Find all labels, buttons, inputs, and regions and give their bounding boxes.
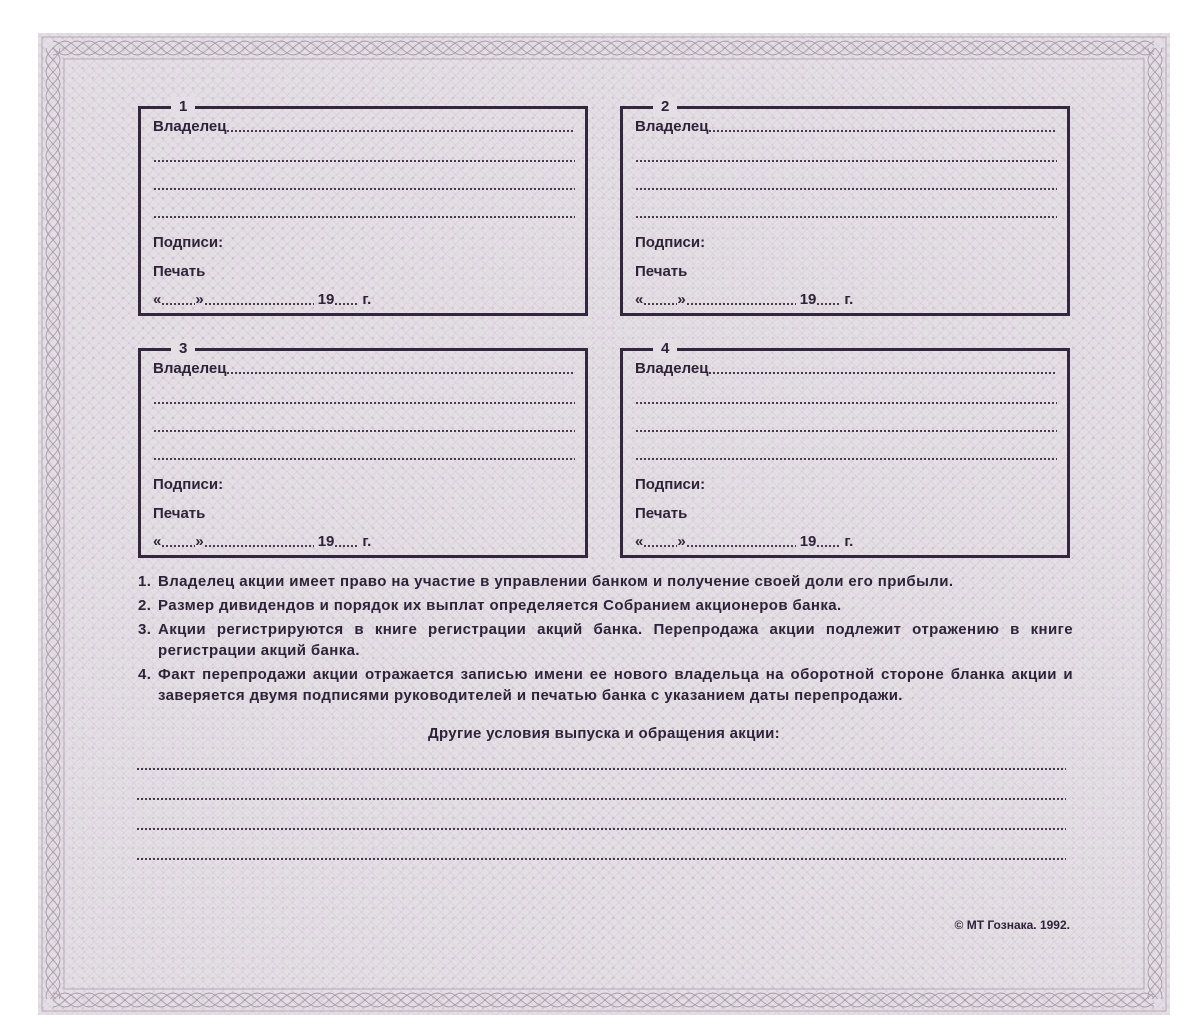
year-prefix: 19 (799, 291, 817, 308)
owner-label: Владелец (635, 360, 709, 377)
month-dots (686, 544, 796, 548)
term-item (138, 664, 1073, 706)
other-conditions-line (136, 857, 1066, 861)
signatures-label: Подписи: (635, 476, 706, 493)
seal-label: Печать (635, 505, 688, 522)
year-prefix: 19 (799, 533, 817, 550)
owner-dotted-line (153, 187, 575, 191)
copyright-notice: © МТ Гознака. 1992. (954, 918, 1070, 932)
day-dots (161, 544, 195, 548)
owner-dotted-line (226, 371, 575, 375)
day-dots (643, 544, 677, 548)
seal-label: Печать (153, 263, 206, 280)
guilloche-wave (53, 993, 1154, 1007)
owner-dotted-line (635, 429, 1057, 433)
signatures-label: Подписи: (153, 234, 224, 251)
transfer-panel-2 (620, 98, 1070, 316)
owner-dotted-line (153, 401, 575, 405)
year-dots (816, 544, 840, 548)
owner-dotted-line (153, 429, 575, 433)
terms-list (138, 571, 1073, 709)
owner-label: Владелец (153, 118, 227, 135)
term-number: 2. (138, 597, 152, 614)
term-text: Владелец акции имеет право на участие в управлении банком и получение своей доли его прибыли. (158, 573, 954, 590)
year-suffix: г. (362, 291, 372, 308)
guilloche-wave (46, 48, 60, 999)
owner-dotted-line (153, 457, 575, 461)
term-item (138, 595, 1073, 616)
month-dots (204, 302, 314, 306)
year-prefix: 19 (317, 291, 335, 308)
owner-dotted-line (226, 129, 575, 133)
owner-dotted-line (153, 159, 575, 163)
guilloche-wave (53, 41, 1154, 55)
guilloche-wave (46, 48, 60, 999)
guilloche-wave (46, 48, 60, 999)
signatures-label: Подписи: (153, 476, 224, 493)
date-open-quote: « (635, 291, 644, 308)
panel-number: 4 (653, 339, 677, 359)
signatures-label: Подписи: (635, 234, 706, 251)
year-dots (816, 302, 840, 306)
owner-dotted-line (635, 457, 1057, 461)
guilloche-wave (53, 41, 1154, 55)
other-conditions-line (136, 827, 1066, 831)
guilloche-wave (53, 993, 1154, 1007)
term-item (138, 571, 1073, 592)
year-suffix: г. (362, 533, 372, 550)
term-item (138, 619, 1073, 661)
panel-number: 1 (171, 97, 195, 117)
owner-dotted-line (635, 187, 1057, 191)
owner-dotted-line (708, 371, 1057, 375)
term-number: 3. (138, 621, 152, 638)
seal-label: Печать (635, 263, 688, 280)
year-prefix: 19 (317, 533, 335, 550)
year-suffix: г. (844, 533, 854, 550)
guilloche-wave (53, 41, 1154, 55)
transfer-panel-3 (138, 340, 588, 558)
guilloche-wave (1148, 48, 1162, 999)
date-open-quote: « (635, 533, 644, 550)
guilloche-wave (53, 41, 1154, 55)
term-number: 4. (138, 666, 152, 683)
date-open-quote: « (153, 533, 162, 550)
owner-dotted-line (635, 215, 1057, 219)
guilloche-wave (53, 993, 1154, 1007)
owner-dotted-line (708, 129, 1057, 133)
guilloche-wave (1148, 48, 1162, 999)
owner-dotted-line (153, 215, 575, 219)
seal-label: Печать (153, 505, 206, 522)
term-text: Факт перепродажи акции отражается записью имени ее нового владельца на оборотной стороне бланка акции и заверяется двумя подписями руководителей и печатью банка с указанием даты перепродажи. (158, 666, 1073, 704)
owner-dotted-line (635, 401, 1057, 405)
month-dots (686, 302, 796, 306)
share-certificate-reverse (38, 33, 1170, 1015)
other-conditions-title: Другие условия выпуска и обращения акции: (428, 725, 780, 742)
date-open-quote: « (153, 291, 162, 308)
year-dots (334, 544, 358, 548)
other-conditions-line (136, 767, 1066, 771)
term-number: 1. (138, 573, 152, 590)
guilloche-wave (46, 48, 60, 999)
term-text: Акции регистрируются в книге регистрации акций банка. Перепродажа акции подлежит отражению в книге регистрации акций банка. (158, 621, 1073, 659)
panel-number: 2 (653, 97, 677, 117)
guilloche-wave (53, 993, 1154, 1007)
guilloche-wave (1148, 48, 1162, 999)
owner-label: Владелец (635, 118, 709, 135)
year-dots (334, 302, 358, 306)
day-dots (161, 302, 195, 306)
other-conditions-line (136, 797, 1066, 801)
year-suffix: г. (844, 291, 854, 308)
guilloche-wave (1148, 48, 1162, 999)
month-dots (204, 544, 314, 548)
date-close-quote: » (677, 533, 686, 550)
date-close-quote: » (195, 533, 204, 550)
owner-label: Владелец (153, 360, 227, 377)
day-dots (643, 302, 677, 306)
transfer-panel-1 (138, 98, 588, 316)
panel-number: 3 (171, 339, 195, 359)
owner-dotted-line (635, 159, 1057, 163)
term-text: Размер дивидендов и порядок их выплат определяется Собранием акционеров банка. (158, 597, 842, 614)
date-close-quote: » (677, 291, 686, 308)
date-close-quote: » (195, 291, 204, 308)
transfer-panel-4 (620, 340, 1070, 558)
